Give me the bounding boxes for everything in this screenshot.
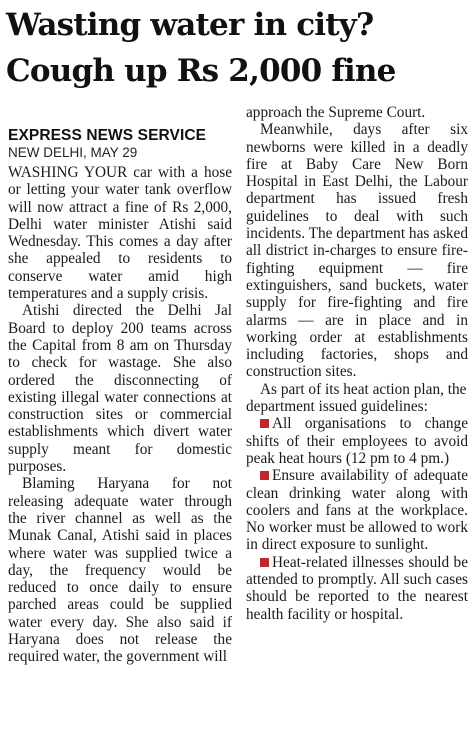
guideline-bullet-3 — [246, 554, 468, 623]
guideline-bullet-2 — [246, 467, 468, 553]
left-column — [8, 164, 232, 666]
headline-line-2: Cough up Rs 2,000 fine — [6, 53, 396, 89]
guideline-bullet-1-text: All organisations to change shifts of their employees to avoid peak heat hours (12 pm to 4 pm.) — [246, 415, 468, 467]
bullet-square-icon — [260, 558, 269, 567]
byline-agency: EXPRESS NEWS SERVICE — [8, 127, 207, 144]
byline-dateline: NEW DELHI, MAY 29 — [8, 145, 138, 160]
byline — [8, 127, 234, 161]
bullet-square-icon — [260, 471, 269, 480]
guideline-bullet-2-text: Ensure availability of adequate clean drinking water along with coolers and fans at the workplace. No worker must be allowed to work in direct exposure to sunlight. — [246, 467, 468, 554]
guideline-bullet-3-text: Heat-related illnesses should be attended to promptly. All such cases should be reported to the nearest health facility or hospital. — [246, 553, 468, 623]
right-paragraph-1: Meanwhile, days after six newborns were killed in a deadly fire at Baby Care New Born Hospital in East Delhi, the Labour department has issued fresh guidelines to deal with such incidents. The department has asked all district in-charges to ensure fire-fighting equipment — fire extinguishers, sand buckets, water supply for fire-fighting and fire alarms — are in place and in working order at establishments including factories, shops and construction sites. — [246, 121, 468, 381]
headline-line-1: Wasting water in city? — [6, 7, 374, 43]
left-paragraph-3: Blaming Haryana for not releasing adequate water through the river channel as well as the Munak Canal, Atishi said in places where water was supplied twice a day, the frequency would be reduced to once daily to ensure parched areas could be supplied water every day. She also said if Haryana does not release the required water, the government will — [8, 475, 232, 666]
left-paragraph-1: WASHING YOUR car with a hose or letting your water tank overflow will now attract a fine of Rs 2,000, Delhi water minister Atishi said Wednesday. This comes a day after she appealed to residents to conserve water amid high temperatures and a supply crisis. — [8, 164, 232, 303]
right-paragraph-2: As part of its heat action plan, the department issued guidelines: — [246, 380, 467, 416]
right-column — [246, 104, 468, 623]
guideline-bullet-1 — [246, 415, 468, 467]
right-paragraph-0: approach the Supreme Court. — [246, 104, 426, 121]
bullet-square-icon — [260, 419, 269, 428]
headline — [6, 2, 468, 94]
left-paragraph-2: Atishi directed the Delhi Jal Board to deploy 200 teams across the Capital from 8 am on Thursday to check for wastage. She also ordered the disconnecting of existing illegal water connections at construction sites or commercial establishments which divert water supply meant for domestic purposes. — [8, 302, 232, 476]
